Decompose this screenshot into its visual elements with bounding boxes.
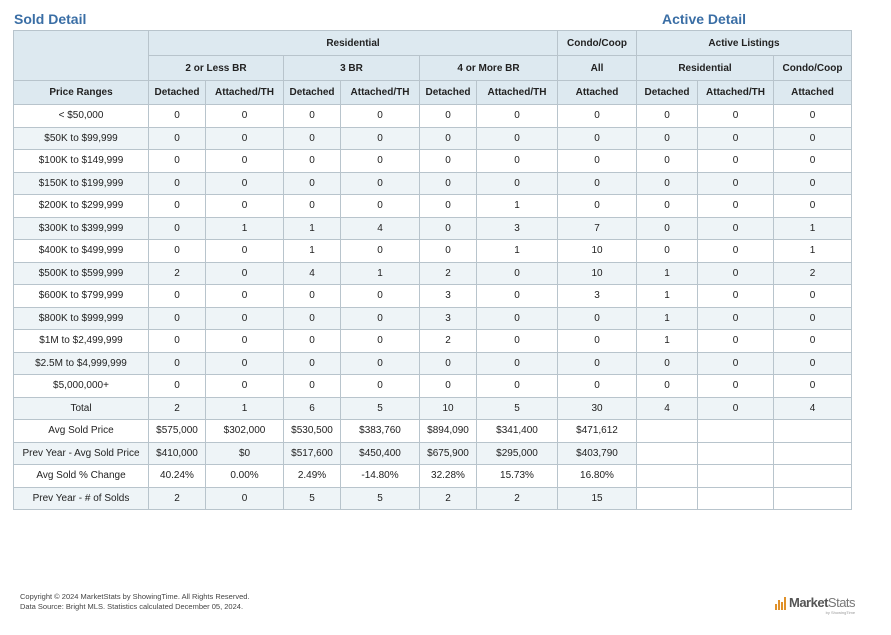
stats-cell: $410,000 xyxy=(149,442,206,465)
table-cell: 0 xyxy=(637,105,698,128)
table-cell: 0 xyxy=(206,262,284,285)
table-cell: 0 xyxy=(558,105,637,128)
header-detached: Detached xyxy=(637,81,698,105)
table-cell: 4 xyxy=(637,397,698,420)
row-label: $600K to $799,999 xyxy=(14,285,149,308)
table-cell: 0 xyxy=(698,285,774,308)
table-cell: 2 xyxy=(420,262,477,285)
stats-cell: 5 xyxy=(341,487,420,510)
table-row xyxy=(14,127,852,150)
empty-cell xyxy=(637,442,698,465)
table-cell: 0 xyxy=(341,127,420,150)
table-cell: 0 xyxy=(284,330,341,353)
table-cell: 0 xyxy=(558,172,637,195)
header-detached: Detached xyxy=(149,81,206,105)
table-cell: 2 xyxy=(420,330,477,353)
header-attached-th: Attached/TH xyxy=(698,81,774,105)
table-cell: 0 xyxy=(420,217,477,240)
table-cell: 0 xyxy=(149,172,206,195)
table-cell: 0 xyxy=(420,240,477,263)
table-cell: 0 xyxy=(698,240,774,263)
table-cell: 0 xyxy=(477,262,558,285)
table-cell: 0 xyxy=(341,195,420,218)
table-cell: 1 xyxy=(284,217,341,240)
stats-cell: $383,760 xyxy=(341,420,420,443)
empty-cell xyxy=(698,487,774,510)
table-cell: 0 xyxy=(149,285,206,308)
stats-cell: 2 xyxy=(477,487,558,510)
table-cell: 0 xyxy=(149,195,206,218)
empty-cell xyxy=(774,442,852,465)
row-label: $2.5M to $4,999,999 xyxy=(14,352,149,375)
table-cell: 0 xyxy=(477,105,558,128)
table-cell: 0 xyxy=(558,375,637,398)
table-cell: 0 xyxy=(698,375,774,398)
table-cell: 4 xyxy=(341,217,420,240)
empty-cell xyxy=(698,442,774,465)
table-cell: 0 xyxy=(149,105,206,128)
stats-label: Avg Sold % Change xyxy=(14,465,149,488)
header-4-or-more-br: 4 or More BR xyxy=(420,56,558,81)
table-cell: 0 xyxy=(774,127,852,150)
sold-detail-title: Sold Detail xyxy=(14,11,87,27)
table-cell: 0 xyxy=(698,150,774,173)
table-cell: 1 xyxy=(774,217,852,240)
stats-row xyxy=(14,465,852,488)
row-label: $150K to $199,999 xyxy=(14,172,149,195)
stats-cell: -14.80% xyxy=(341,465,420,488)
table-cell: 0 xyxy=(698,217,774,240)
stats-cell: $675,900 xyxy=(420,442,477,465)
table-cell: 0 xyxy=(698,330,774,353)
row-label: $500K to $599,999 xyxy=(14,262,149,285)
table-row xyxy=(14,217,852,240)
table-cell: 2 xyxy=(149,262,206,285)
table-cell: 1 xyxy=(477,240,558,263)
table-cell: 0 xyxy=(284,375,341,398)
table-cell: 0 xyxy=(698,127,774,150)
stats-row xyxy=(14,420,852,443)
table-cell: 4 xyxy=(284,262,341,285)
header-attached-th: Attached/TH xyxy=(341,81,420,105)
table-row xyxy=(14,105,852,128)
header-attached: Attached xyxy=(774,81,852,105)
table-cell: 0 xyxy=(284,172,341,195)
table-cell: 1 xyxy=(637,307,698,330)
table-cell: 7 xyxy=(558,217,637,240)
table-cell: 3 xyxy=(420,307,477,330)
table-cell: 0 xyxy=(149,352,206,375)
stats-cell: 15.73% xyxy=(477,465,558,488)
active-detail-title: Active Detail xyxy=(662,11,747,27)
row-label: < $50,000 xyxy=(14,105,149,128)
table-cell: 0 xyxy=(698,172,774,195)
table-cell: 0 xyxy=(420,172,477,195)
table-cell: 10 xyxy=(558,240,637,263)
table-cell: 0 xyxy=(341,172,420,195)
table-cell: 0 xyxy=(284,105,341,128)
table-row xyxy=(14,375,852,398)
table-cell: 0 xyxy=(637,127,698,150)
header-corner xyxy=(14,31,149,81)
table-cell: 0 xyxy=(477,330,558,353)
table-cell: 0 xyxy=(774,375,852,398)
table-cell: 1 xyxy=(341,262,420,285)
table-cell: 0 xyxy=(637,172,698,195)
table-cell: 0 xyxy=(558,330,637,353)
table-cell: 0 xyxy=(206,330,284,353)
table-cell: 0 xyxy=(284,150,341,173)
table-cell: 0 xyxy=(558,127,637,150)
header-2-or-less-br: 2 or Less BR xyxy=(149,56,284,81)
table-cell: 6 xyxy=(284,397,341,420)
table-cell: 0 xyxy=(149,307,206,330)
table-cell: 0 xyxy=(558,352,637,375)
table-cell: 0 xyxy=(698,195,774,218)
stats-cell: 2 xyxy=(420,487,477,510)
table-cell: 0 xyxy=(420,375,477,398)
table-cell: 0 xyxy=(420,150,477,173)
table-row xyxy=(14,172,852,195)
stats-cell: 2 xyxy=(149,487,206,510)
table-cell: 1 xyxy=(637,330,698,353)
table-cell: 0 xyxy=(477,307,558,330)
table-cell: 1 xyxy=(284,240,341,263)
table-row xyxy=(14,195,852,218)
table-cell: 0 xyxy=(637,352,698,375)
stats-cell: $302,000 xyxy=(206,420,284,443)
table-row xyxy=(14,262,852,285)
header-detached: Detached xyxy=(420,81,477,105)
table-cell: 0 xyxy=(558,195,637,218)
stats-label: Prev Year - Avg Sold Price xyxy=(14,442,149,465)
header-condo-coop: Condo/Coop xyxy=(558,31,637,56)
table-cell: 0 xyxy=(477,285,558,308)
stats-cell: 15 xyxy=(558,487,637,510)
stats-cell: 16.80% xyxy=(558,465,637,488)
table-cell: 0 xyxy=(341,105,420,128)
table-cell: 0 xyxy=(341,285,420,308)
table-cell: 0 xyxy=(637,195,698,218)
header-active-condo-coop: Condo/Coop xyxy=(774,56,852,81)
table-cell: 0 xyxy=(206,375,284,398)
header-attached: Attached xyxy=(558,81,637,105)
stats-cell: $471,612 xyxy=(558,420,637,443)
empty-cell xyxy=(637,420,698,443)
table-cell: 0 xyxy=(341,150,420,173)
table-cell: 0 xyxy=(284,195,341,218)
row-label: $100K to $149,999 xyxy=(14,150,149,173)
table-cell: 0 xyxy=(206,240,284,263)
stats-label: Prev Year - # of Solds xyxy=(14,487,149,510)
row-label: $800K to $999,999 xyxy=(14,307,149,330)
table-cell: 0 xyxy=(477,375,558,398)
table-cell: 1 xyxy=(206,217,284,240)
empty-cell xyxy=(637,465,698,488)
footer xyxy=(20,592,250,612)
table-cell: 2 xyxy=(149,397,206,420)
total-row xyxy=(14,397,852,420)
table-cell: 0 xyxy=(206,307,284,330)
table-cell: 0 xyxy=(420,195,477,218)
row-label: $200K to $299,999 xyxy=(14,195,149,218)
stats-cell: 32.28% xyxy=(420,465,477,488)
table-cell: 0 xyxy=(149,150,206,173)
table-cell: 0 xyxy=(206,352,284,375)
table-cell: 0 xyxy=(477,172,558,195)
stats-cell: $295,000 xyxy=(477,442,558,465)
table-cell: 0 xyxy=(477,127,558,150)
table-cell: 0 xyxy=(149,127,206,150)
row-label: Total xyxy=(14,397,149,420)
table-cell: 0 xyxy=(149,375,206,398)
table-cell: 0 xyxy=(774,172,852,195)
table-cell: 3 xyxy=(420,285,477,308)
table-cell: 0 xyxy=(206,150,284,173)
table-cell: 0 xyxy=(206,285,284,308)
header-3-br: 3 BR xyxy=(284,56,420,81)
table-cell: 0 xyxy=(774,285,852,308)
table-cell: 0 xyxy=(341,307,420,330)
table-cell: 0 xyxy=(206,127,284,150)
stats-cell: 40.24% xyxy=(149,465,206,488)
table-cell: 3 xyxy=(558,285,637,308)
table-cell: 0 xyxy=(149,330,206,353)
table-cell: 0 xyxy=(558,150,637,173)
header-detached: Detached xyxy=(284,81,341,105)
table-cell: 0 xyxy=(420,127,477,150)
table-cell: 0 xyxy=(477,150,558,173)
table-cell: 0 xyxy=(698,307,774,330)
stats-label: Avg Sold Price xyxy=(14,420,149,443)
table-cell: 0 xyxy=(698,105,774,128)
stats-cell: $517,600 xyxy=(284,442,341,465)
stats-cell: $450,400 xyxy=(341,442,420,465)
header-attached-th: Attached/TH xyxy=(206,81,284,105)
stats-row xyxy=(14,487,852,510)
table-cell: 0 xyxy=(284,285,341,308)
table-cell: 10 xyxy=(420,397,477,420)
table-cell: 0 xyxy=(637,150,698,173)
table-cell: 0 xyxy=(341,375,420,398)
stats-row xyxy=(14,442,852,465)
table-cell: 0 xyxy=(341,352,420,375)
stats-cell: 5 xyxy=(284,487,341,510)
table-row xyxy=(14,330,852,353)
table-cell: 30 xyxy=(558,397,637,420)
row-label: $50K to $99,999 xyxy=(14,127,149,150)
table-cell: 0 xyxy=(420,352,477,375)
table-cell: 0 xyxy=(206,195,284,218)
stats-cell: $0 xyxy=(206,442,284,465)
table-cell: 0 xyxy=(698,397,774,420)
table-cell: 3 xyxy=(477,217,558,240)
empty-cell xyxy=(698,420,774,443)
table-row xyxy=(14,150,852,173)
table-cell: 0 xyxy=(341,240,420,263)
bar-chart-icon xyxy=(775,596,786,610)
row-label: $400K to $499,999 xyxy=(14,240,149,263)
data-source-text: Data Source: Bright MLS. Statistics calculated December 05, 2024. xyxy=(20,602,244,611)
stats-cell: 0 xyxy=(206,487,284,510)
header-residential: Residential xyxy=(149,31,558,56)
empty-cell xyxy=(774,487,852,510)
table-cell: 0 xyxy=(477,352,558,375)
table-row xyxy=(14,240,852,263)
stats-cell: 0.00% xyxy=(206,465,284,488)
header-active-listings: Active Listings xyxy=(637,31,852,56)
table-cell: 1 xyxy=(206,397,284,420)
table-cell: 0 xyxy=(698,262,774,285)
table-cell: 0 xyxy=(637,240,698,263)
table-cell: 0 xyxy=(284,127,341,150)
row-label: $300K to $399,999 xyxy=(14,217,149,240)
stats-cell: $894,090 xyxy=(420,420,477,443)
stats-cell: $530,500 xyxy=(284,420,341,443)
table-cell: 0 xyxy=(558,307,637,330)
table-row xyxy=(14,307,852,330)
table-cell: 10 xyxy=(558,262,637,285)
header-all: All xyxy=(558,56,637,81)
header-price-ranges: Price Ranges xyxy=(14,81,149,105)
table-cell: 0 xyxy=(206,105,284,128)
table-cell: 0 xyxy=(774,150,852,173)
table-cell: 5 xyxy=(341,397,420,420)
table-cell: 0 xyxy=(774,105,852,128)
table-cell: 4 xyxy=(774,397,852,420)
table-cell: 0 xyxy=(420,105,477,128)
table-cell: 0 xyxy=(149,240,206,263)
table-cell: 1 xyxy=(637,285,698,308)
table-cell: 0 xyxy=(774,307,852,330)
row-label: $1M to $2,499,999 xyxy=(14,330,149,353)
header-active-residential: Residential xyxy=(637,56,774,81)
table-cell: 1 xyxy=(477,195,558,218)
stats-cell: 2.49% xyxy=(284,465,341,488)
empty-cell xyxy=(774,420,852,443)
table-cell: 5 xyxy=(477,397,558,420)
table-cell: 0 xyxy=(774,352,852,375)
table-cell: 0 xyxy=(698,352,774,375)
stats-cell: $575,000 xyxy=(149,420,206,443)
copyright-text: Copyright © 2024 MarketStats by ShowingTime. All Rights Reserved. xyxy=(20,592,250,601)
table-cell: 1 xyxy=(637,262,698,285)
stats-cell: $403,790 xyxy=(558,442,637,465)
row-label: $5,000,000+ xyxy=(14,375,149,398)
table-cell: 0 xyxy=(284,352,341,375)
header-attached-th: Attached/TH xyxy=(477,81,558,105)
stats-cell: $341,400 xyxy=(477,420,558,443)
marketstats-logo: MarketStats by ShowingTime xyxy=(775,595,855,610)
table-cell: 0 xyxy=(637,375,698,398)
empty-cell xyxy=(698,465,774,488)
table-row xyxy=(14,285,852,308)
table-row xyxy=(14,352,852,375)
empty-cell xyxy=(637,487,698,510)
market-stats-table xyxy=(13,30,852,510)
table-cell: 0 xyxy=(774,330,852,353)
table-cell: 0 xyxy=(284,307,341,330)
table-cell: 0 xyxy=(637,217,698,240)
table-cell: 0 xyxy=(149,217,206,240)
table-cell: 0 xyxy=(341,330,420,353)
table-cell: 1 xyxy=(774,240,852,263)
table-cell: 2 xyxy=(774,262,852,285)
table-cell: 0 xyxy=(774,195,852,218)
table-cell: 0 xyxy=(206,172,284,195)
empty-cell xyxy=(774,465,852,488)
